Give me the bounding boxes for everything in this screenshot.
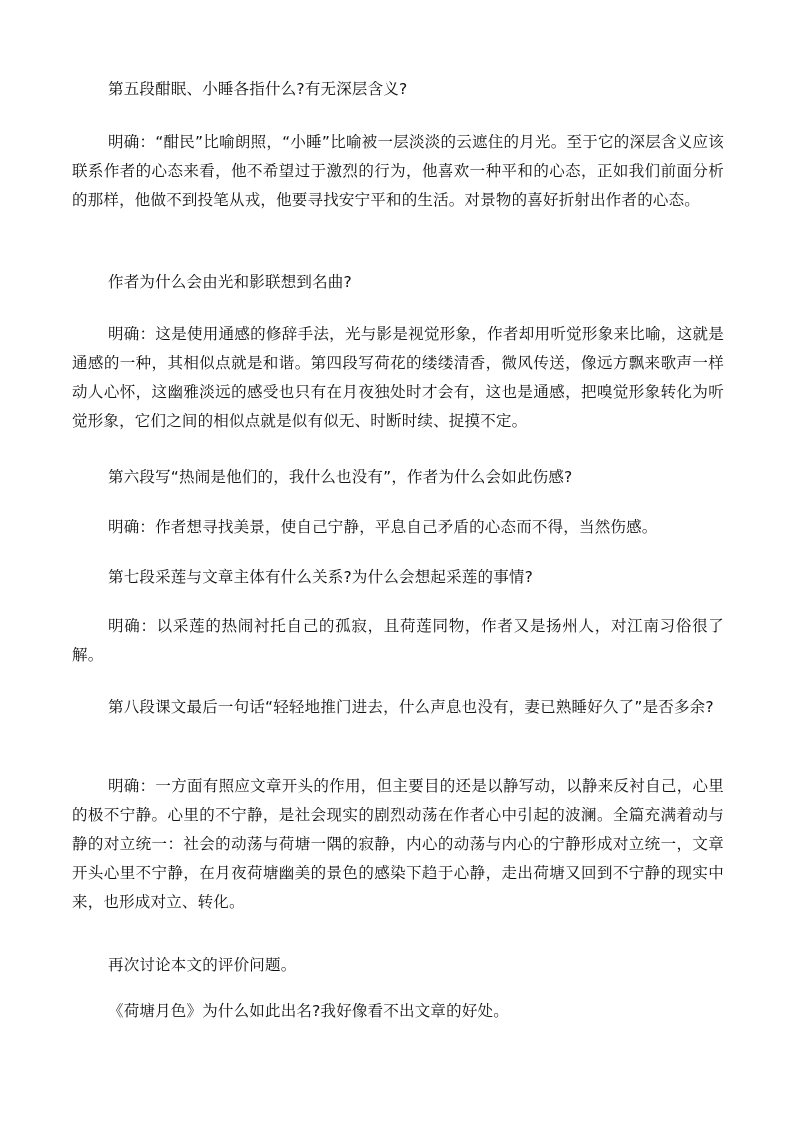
answer-paragraph: 明确：以采莲的热闹衬托自己的孤寂，且荷莲同物，作者又是扬州人，对江南习俗很了解。 bbox=[72, 617, 724, 664]
question-paragraph: 第八段课文最后一句话“轻轻地推门进去，什么声息也没有，妻已熟睡好久了”是否多余? bbox=[108, 698, 714, 716]
question-paragraph: 作者为什么会由光和影联想到名曲? bbox=[108, 273, 352, 291]
answer-paragraph: 明确：作者想寻找美景，使自己宁静，平息自己矛盾的心态而不得，当然伤感。 bbox=[108, 518, 658, 536]
answer-paragraph: 明确：这是使用通感的修辞手法，光与影是视觉形象，作者却用听觉形象来比喻，这就是通感的一种，其相似点就是和谐。第四段写荷花的缕缕清香，微风传送，像远方飘来歌声一样动人心怀，这幽雅淡远的感受也只有在月夜独处时才会有，这也是通感，把嗅觉形象转化为听觉形象，它们之间的相似点就是似有似无、时断时续、捉摸不定。 bbox=[72, 325, 724, 430]
question-paragraph: 第六段写“热闹是他们的，我什么也没有”，作者为什么会如此伤感? bbox=[108, 468, 573, 486]
answer-paragraph: 明确：“酣民”比喻朗照，“小睡”比喻被一层淡淡的云遮住的月光。至于它的深层含义应该联系作者的心态来看，他不希望过于激烈的行为，他喜欢一种平和的心态，正如我们前面分析的那样，他做不到投笔从戎，他要寻找安宁平和的生活。对景物的喜好折射出作者的心态。 bbox=[72, 133, 724, 209]
answer-paragraph: 明确：一方面有照应文章开头的作用，但主要目的还是以静写动，以静来反衬自己，心里的极不宁静。心里的不宁静，是社会现实的剧烈动荡在作者心中引起的波澜。全篇充满着动与静的对立统一：社会的动荡与荷塘一隅的寂静，内心的动荡与内心的宁静形成对立统一，文章开头心里不宁静，在月夜荷塘幽美的景色的感染下趋于心静，走出荷塘又回到不宁静的现实中来，也形成对立、转化。 bbox=[72, 777, 724, 911]
question-paragraph: 再次讨论本文的评价问题。 bbox=[108, 956, 297, 974]
question-paragraph: 第七段采莲与文章主体有什么关系?为什么会想起采莲的事情? bbox=[108, 568, 534, 586]
question-paragraph: 第五段酣眠、小睡各指什么?有无深层含义? bbox=[108, 80, 408, 98]
question-paragraph: 《荷塘月色》为什么如此出名?我好像看不出文章的好处。 bbox=[108, 1002, 509, 1020]
